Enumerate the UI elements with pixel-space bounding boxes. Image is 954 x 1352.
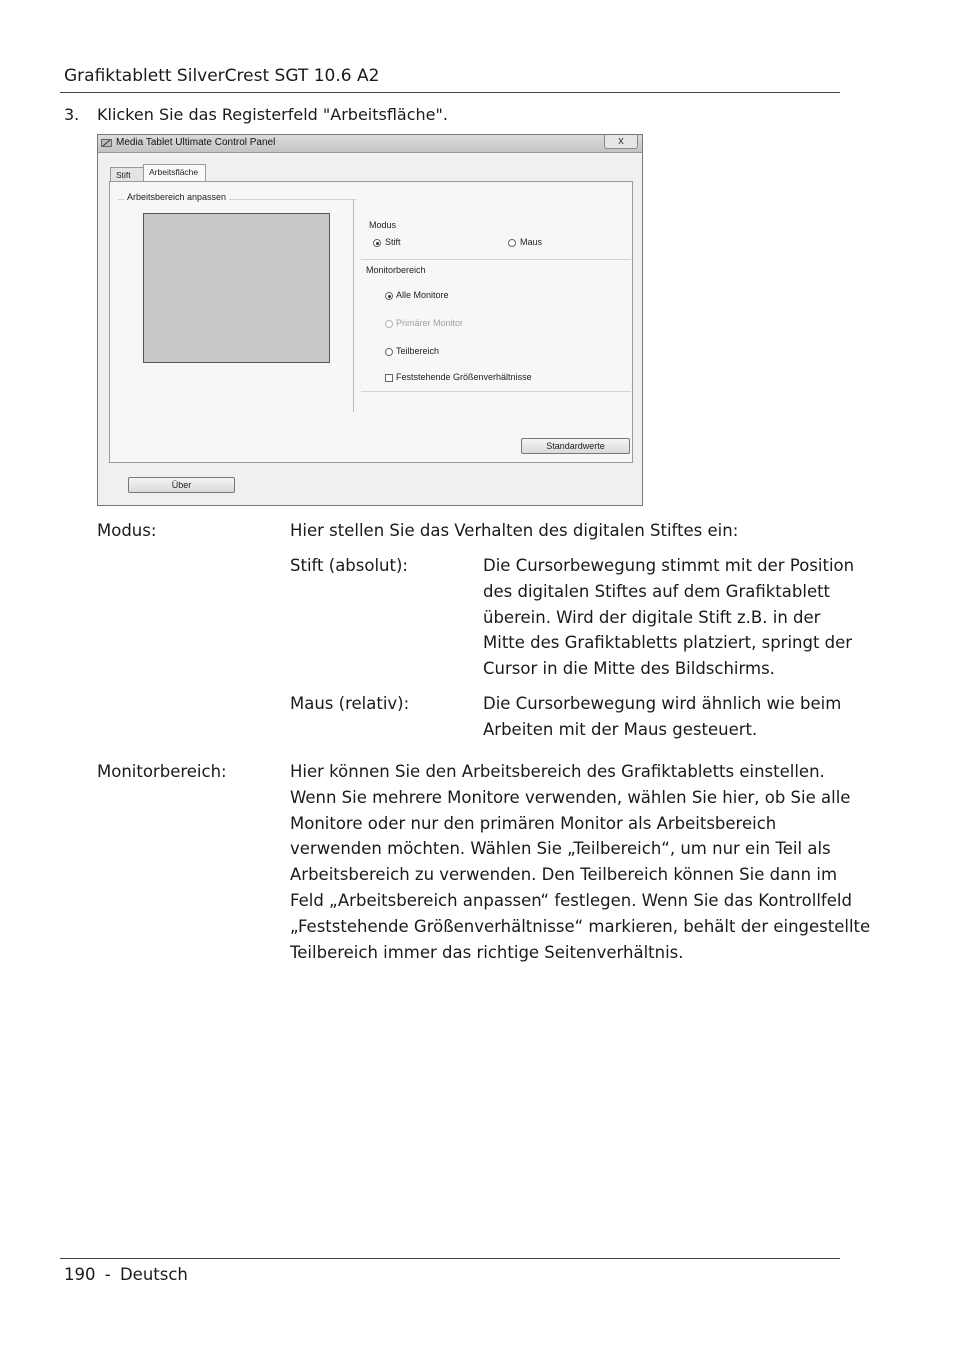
tab-arbeitsflaeche[interactable]: Arbeitsfläche: [143, 164, 206, 182]
page-footer: [64, 1265, 188, 1284]
tab-stift[interactable]: Stift: [110, 167, 146, 182]
close-icon[interactable]: x: [604, 135, 638, 149]
modus-section: [361, 206, 631, 260]
step-instruction: [64, 105, 448, 124]
monitor-line: Feld „Arbeitsbereich anpassen“ festlegen. Wenn Sie das Kontrollfeld: [290, 890, 852, 910]
tab-panel-arbeitsflaeche: [109, 181, 633, 463]
work-area-preview[interactable]: [143, 213, 330, 363]
area-group-label: Arbeitsbereich anpassen: [124, 192, 229, 202]
header-rule: [60, 92, 840, 93]
monitor-line: verwenden möchten. Wählen Sie „Teilbereich“, um nur ein Teil als: [290, 839, 831, 859]
monitor-section: [361, 261, 631, 392]
panel-divider: [353, 200, 354, 412]
stift-line: des digitalen Stiftes auf dem Grafiktablett: [483, 581, 831, 601]
maus-line: Die Cursorbewegung wird ähnlich wie beim: [483, 694, 842, 713]
monitor-line: Arbeitsbereich zu verwenden. Den Teilbereich können Sie dann im: [290, 865, 838, 885]
monitor-line: Hier können Sie den Arbeitsbereich des Grafiktabletts einstellen.: [290, 762, 825, 781]
maus-term: Maus (relativ):: [290, 694, 410, 713]
monitor-line: Wenn Sie mehrere Monitore verwenden, wählen Sie hier, ob Sie alle: [290, 787, 851, 807]
monitor-label: Monitorbereich: [366, 265, 426, 275]
stift-line: Mitte des Grafiktabletts platziert, springt der: [483, 633, 853, 653]
stift-term: Stift (absolut):: [290, 556, 408, 575]
stift-description: [483, 553, 854, 682]
stift-line: Cursor in die Mitte des Bildschirms.: [483, 659, 775, 679]
stift-line: überein. Wird der digitale Stift z.B. in der: [483, 607, 821, 627]
monitor-partial-label[interactable]: Teilbereich: [396, 346, 440, 356]
modus-maus-radio[interactable]: [508, 239, 516, 247]
step-text: Klicken Sie das Registerfeld "Arbeitsfläche".: [97, 105, 448, 124]
modus-label: Modus: [369, 220, 397, 230]
maus-description: [483, 691, 841, 743]
page-header-title: Grafiktablett SilverCrest SGT 10.6 A2: [64, 66, 380, 86]
defaults-button[interactable]: Standardwerte: [521, 438, 630, 454]
modus-maus-label[interactable]: Maus: [520, 237, 543, 247]
fixed-ratio-label[interactable]: Feststehende Größenverhältnisse: [396, 372, 532, 382]
monitor-all-label[interactable]: Alle Monitore: [396, 290, 449, 300]
monitor-line: Teilbereich immer das richtige Seitenverhältnis.: [290, 942, 684, 962]
dialog-title: Media Tablet Ultimate Control Panel: [116, 137, 276, 148]
page-number: 190: [64, 1265, 96, 1284]
tablet-app-icon: [101, 138, 112, 148]
monitor-description: [290, 759, 870, 965]
dialog-titlebar: [98, 135, 642, 153]
monitor-term: Monitorbereich:: [97, 762, 227, 781]
monitor-primary-label: Primärer Monitor: [396, 318, 464, 328]
monitor-primary-radio: [385, 320, 393, 328]
modus-intro: Hier stellen Sie das Verhalten des digitalen Stiftes ein:: [290, 521, 739, 540]
fixed-ratio-checkbox[interactable]: [385, 374, 393, 382]
monitor-all-radio[interactable]: [385, 292, 393, 300]
modus-stift-label[interactable]: Stift: [385, 237, 401, 247]
footer-separator: -: [104, 1265, 111, 1284]
modus-term: Modus:: [97, 521, 157, 540]
step-number: 3.: [64, 105, 80, 124]
monitor-partial-radio[interactable]: [385, 348, 393, 356]
stift-line: Die Cursorbewegung stimmt mit der Position: [483, 556, 855, 575]
maus-line: Arbeiten mit der Maus gesteuert.: [483, 719, 758, 739]
footer-rule: [60, 1258, 840, 1259]
control-panel-dialog: [97, 134, 643, 506]
monitor-line: „Feststehende Größenverhältnisse“ markieren, behält der eingestellte: [290, 916, 871, 936]
modus-stift-radio[interactable]: [373, 239, 381, 247]
footer-language: Deutsch: [119, 1265, 188, 1284]
monitor-line: Monitore oder nur den primären Monitor als Arbeitsbereich: [290, 813, 777, 833]
about-button[interactable]: Über: [128, 477, 235, 493]
